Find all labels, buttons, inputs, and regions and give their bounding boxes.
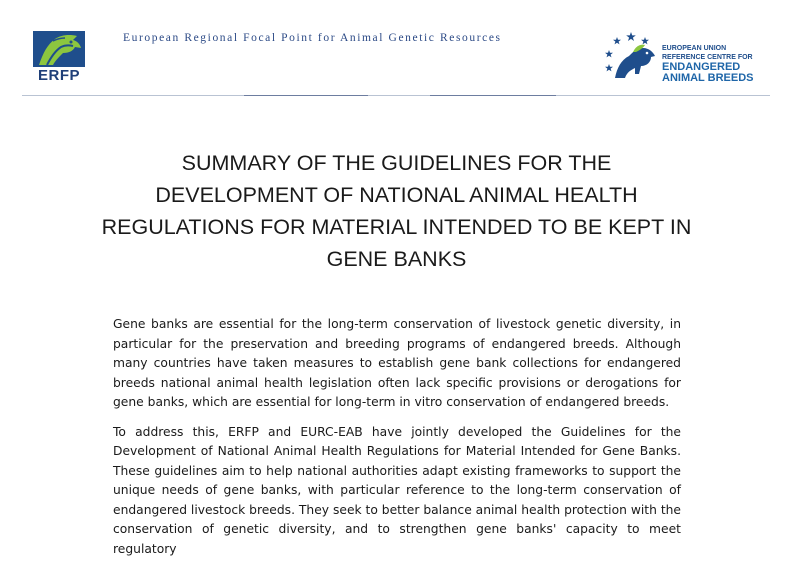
eu-stars-animal-icon <box>603 30 659 84</box>
paragraph-1: Gene banks are essential for the long-term conservation of livestock genetic diversity, in particular for the preservation and breeding programs of endangered breeds. Although many countries have taken measures to establish gene bank collections for endangered breeds national animal health legislation often lack specific provisions or derogations for gene banks, which are essential for long-term in vitro conservation of endangered breeds. <box>113 317 681 409</box>
header-divider-accent <box>244 95 368 96</box>
document-title: SUMMARY OF THE GUIDELINES FOR THE DEVELOPMENT OF NATIONAL ANIMAL HEALTH REGULATIONS FOR MATERIAL INTENDED TO BE KEPT IN GENE BANKS <box>101 151 692 271</box>
eu-logo-line-1: EUROPEAN UNION <box>662 45 727 52</box>
eu-reference-centre-logo <box>603 30 763 84</box>
eu-logo-text <box>662 45 753 84</box>
erfp-logo-text: ERFP <box>37 67 80 84</box>
paragraph-2: To address this, ERFP and EURC-EAB have jointly developed the Guidelines for the Development of National Animal Health Regulations for Material Intended for Gene Banks. These guidelines aim to help national authorities adapt existing frameworks to support the unique needs of gene banks, with particular reference to the long-term conservation of endangered livestock breeds. They seek to better balance animal health protection with the conservation of genetic diversity, and to strengthen gene banks' capacity to meet regulatory <box>113 424 681 556</box>
header-divider <box>22 95 770 96</box>
header-divider-accent <box>430 95 556 96</box>
eu-logo-line-3: ENDANGERED <box>662 61 741 73</box>
page-header <box>0 0 793 97</box>
organization-name: European Regional Focal Point for Animal Genetic Resources <box>123 32 502 44</box>
document-body <box>113 315 681 569</box>
erfp-logo <box>33 31 85 83</box>
horse-head-icon <box>33 31 85 67</box>
eu-logo-line-2: REFERENCE CENTRE FOR <box>662 54 753 61</box>
eu-logo-line-4: ANIMAL BREEDS <box>662 72 754 84</box>
